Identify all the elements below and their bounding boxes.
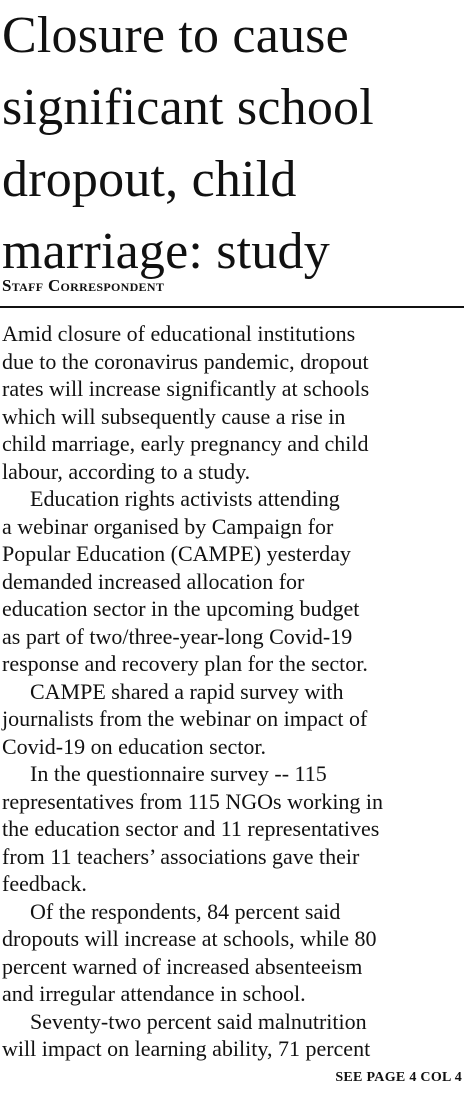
body-line: rates will increase significantly at schools — [2, 376, 370, 401]
headline-line: marriage: study — [2, 223, 330, 280]
headline-line: significant school — [2, 79, 374, 136]
body-line: child marriage, early pregnancy and child — [2, 431, 369, 456]
body-line: dropouts will increase at schools, while 80 — [2, 926, 377, 951]
body-line: Amid closure of educational institutions — [2, 321, 356, 346]
body-line: journalists from the webinar on impact of — [2, 706, 368, 731]
body-line: a webinar organised by Campaign for — [2, 513, 334, 539]
body-line: will impact on learning ability, 71 percent — [2, 1036, 371, 1061]
body-line: CAMPE shared a rapid survey with — [30, 678, 344, 704]
body-line: demanded increased allocation for — [2, 568, 305, 594]
body-line: Covid-19 on education sector. — [2, 733, 266, 759]
headline-line: Closure to cause — [2, 7, 349, 64]
article-body — [2, 320, 464, 1063]
body-line: Of the respondents, 84 percent said — [30, 898, 341, 924]
body-line: percent warned of increased absenteeism — [2, 953, 363, 979]
body-line: as part of two/three-year-long Covid-19 — [2, 623, 353, 649]
body-line: labour, according to a study. — [2, 458, 251, 484]
body-line: In the questionnaire survey -- 115 — [30, 761, 327, 786]
body-line: Popular Education (CAMPE) yesterday — [2, 541, 351, 566]
body-line: and irregular attendance in school. — [2, 981, 306, 1006]
body-line: which will subsequently cause a rise in — [2, 403, 346, 429]
body-line: representatives from 115 NGOs working in — [2, 788, 384, 814]
divider-rule — [0, 306, 464, 308]
body-line: education sector in the upcoming budget — [2, 596, 360, 621]
byline: Staff Correspondent — [2, 276, 165, 295]
body-line: due to the coronavirus pandemic, dropout — [2, 348, 369, 374]
headline — [2, 0, 464, 288]
body-line: the education sector and 11 representatives — [2, 816, 380, 841]
headline-line: dropout, child — [2, 151, 297, 208]
body-line: Seventy-two percent said malnutrition — [30, 1008, 367, 1034]
body-line: Education rights activists attending — [30, 486, 340, 511]
body-line: response and recovery plan for the sector. — [2, 651, 368, 676]
continued-jump-line: SEE PAGE 4 COL 4 — [335, 1070, 462, 1085]
body-line: feedback. — [2, 871, 87, 896]
body-line: from 11 teachers’ associations gave their — [2, 843, 360, 869]
